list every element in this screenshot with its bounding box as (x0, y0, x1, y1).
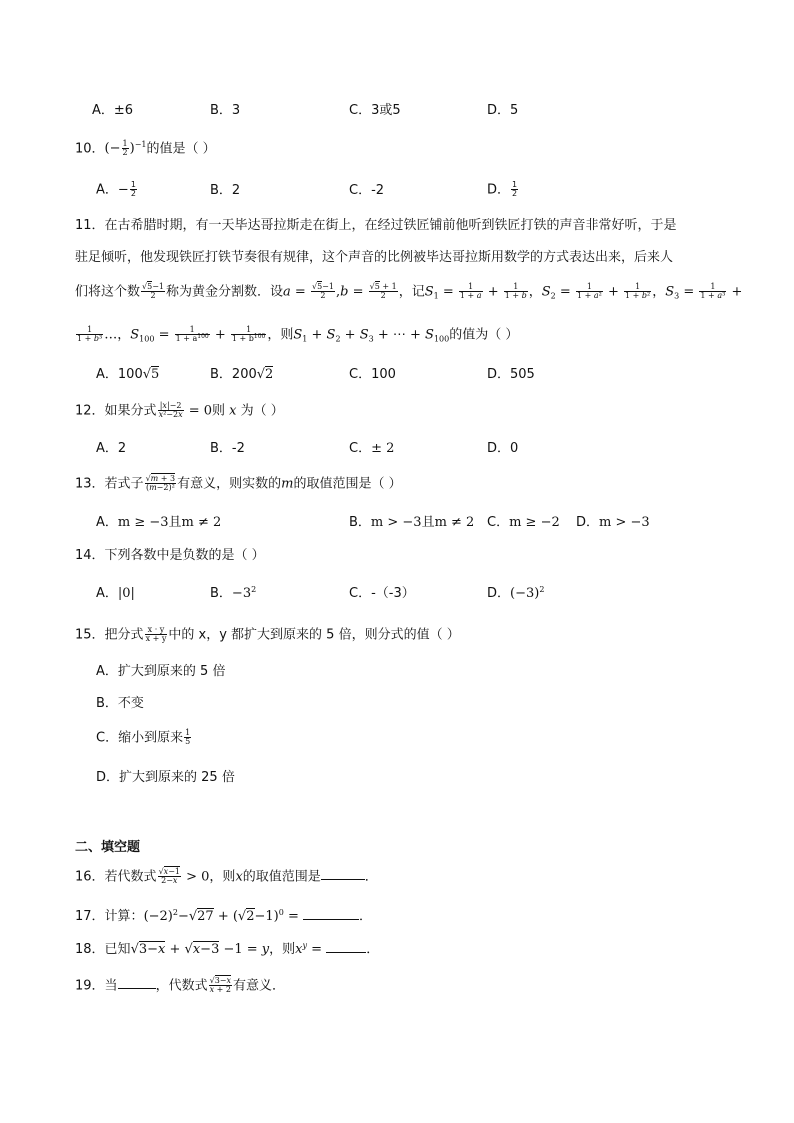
answer-blank[interactable] (303, 908, 359, 920)
option-text: -（-3） (371, 586, 415, 601)
fraction-denominator: 2 (320, 291, 326, 301)
fraction-numerator: √x−1 (158, 867, 180, 876)
fraction (504, 283, 528, 301)
math-expr: > 0 (181, 869, 210, 885)
option-text: −3 (231, 586, 252, 601)
option-label: B． (210, 103, 232, 118)
option-text: 2 (231, 183, 241, 198)
option-label: B． (210, 586, 232, 601)
option-text: 扩大到原来的 5 倍 (117, 664, 226, 679)
option-label: B． (96, 696, 118, 711)
math-expr: + (483, 284, 503, 300)
fraction (459, 283, 483, 301)
question-text: 已知 (104, 942, 131, 957)
q9-option-b[interactable] (210, 104, 240, 119)
option-text: (−3) (510, 586, 540, 601)
fraction (311, 283, 335, 301)
q14-option-b[interactable] (210, 587, 256, 602)
question-number: 15． (75, 627, 105, 643)
fraction-numerator: 1 (699, 283, 726, 292)
fraction-numerator: x · y (145, 626, 168, 635)
q12-stem (75, 402, 284, 420)
option-label: A． (92, 103, 114, 118)
option-text: 100 (117, 367, 143, 382)
math-expr: = (290, 284, 310, 300)
math-expr: + (727, 284, 743, 300)
q9-option-d[interactable] (487, 104, 518, 119)
q15-option-c[interactable] (96, 729, 192, 747)
q14-option-c[interactable] (349, 587, 415, 602)
q11-line-1 (75, 219, 677, 234)
fraction-numerator: 1 (512, 180, 518, 189)
subscript: 3 (674, 291, 680, 301)
subscript: 100 (139, 334, 155, 344)
option-label: C． (96, 730, 119, 746)
option-label: C． (349, 367, 372, 382)
option-text: -2 (231, 441, 245, 456)
option-label: D． (576, 515, 600, 530)
fraction-numerator: 1 (624, 283, 651, 292)
fraction-numerator: 1 (185, 728, 191, 737)
question-text: 的取值范围是（ ） (293, 476, 402, 492)
math-expr: x (235, 869, 243, 885)
option-label: B． (210, 367, 232, 382)
q13-option-a[interactable] (96, 516, 221, 531)
option-label: B． (210, 441, 232, 456)
exponent: 2 (251, 585, 257, 594)
q14-option-a[interactable] (96, 587, 135, 602)
fraction-denominator: x + y (145, 634, 167, 644)
exponent: −1 (134, 140, 147, 150)
fraction (184, 729, 191, 747)
fraction-denominator: 2 (380, 291, 386, 301)
option-text: 扩大到原来的 25 倍 (119, 770, 235, 785)
subscript: 100 (433, 334, 450, 344)
fraction (158, 402, 184, 420)
question-text: 当 (104, 978, 118, 994)
option-text: m ≥ −3且m ≠ 2 (117, 515, 222, 530)
fraction (511, 181, 518, 199)
math-expr: = 0 (184, 403, 213, 419)
q11-option-a[interactable] (96, 368, 159, 383)
fraction-denominator: (m−2)² (145, 483, 175, 493)
math-expr: $(-2)^2-√27 + (√2-1)^0$ = (143, 908, 304, 924)
fraction-numerator: 1 (504, 283, 528, 292)
q12-option-a[interactable] (96, 442, 126, 457)
math-expr: = (348, 284, 368, 300)
fraction (145, 626, 168, 644)
golden-ratio-fraction (141, 283, 165, 301)
option-text: |0| (117, 586, 135, 601)
fraction-denominator: 2 (122, 148, 128, 158)
fraction-denominator: 2 (150, 291, 156, 301)
q10-option-d[interactable] (487, 181, 519, 199)
q12-option-c[interactable] (349, 442, 394, 457)
math-expr: S (293, 327, 303, 343)
fraction (209, 977, 232, 995)
question-number: 16． (75, 869, 105, 885)
punctuation: ． (359, 909, 373, 924)
fraction-denominator: 2−x (161, 876, 178, 886)
question-text: 的值为（ ） (449, 327, 519, 343)
q11-option-c[interactable] (349, 368, 396, 383)
subscript: 1 (433, 291, 439, 301)
option-text: 100 (371, 367, 396, 382)
math-expr: m (281, 476, 294, 492)
q19-stem (75, 977, 285, 995)
fraction-numerator: 1 (122, 139, 128, 148)
option-label: D． (487, 103, 511, 118)
question-text: ，则 (209, 869, 236, 885)
option-text: ± 2 (371, 441, 395, 456)
radical: √2 (256, 367, 274, 382)
math-expr: S (665, 284, 675, 300)
fraction-numerator: √5−1 (311, 282, 334, 291)
fraction-denominator: x + 2 (209, 985, 231, 995)
q10-stem (75, 140, 216, 158)
q16-stem (75, 868, 378, 886)
option-label: D． (487, 367, 511, 382)
question-text: 若代数式 (104, 869, 157, 885)
option-text: -2 (371, 183, 385, 198)
question-text: 称为黄金分割数．设 (166, 284, 284, 300)
q9-option-c[interactable] (349, 104, 401, 119)
option-label: A． (96, 441, 118, 456)
option-text: 不变 (117, 696, 144, 711)
fraction-numerator: √5 + 1 (369, 282, 397, 291)
fraction (369, 283, 398, 301)
option-text: m ≥ −2 (509, 515, 560, 530)
q13-stem (75, 475, 402, 493)
question-number: 11． (75, 218, 105, 233)
option-text: 3或5 (371, 103, 401, 118)
fraction-denominator: x²−2x (158, 410, 183, 420)
option-label: A． (96, 515, 118, 530)
subscript: 3 (368, 334, 374, 344)
question-text: 有意义． (233, 978, 286, 994)
option-text: 缩小到原来 (118, 730, 184, 746)
fraction (130, 181, 137, 199)
q15-option-a[interactable] (96, 665, 225, 680)
option-label: C． (349, 183, 372, 198)
fraction-denominator: 1 + b (504, 291, 527, 301)
option-text: 5 (510, 103, 519, 118)
fraction (624, 283, 651, 301)
fraction-numerator: √m + 3 (145, 474, 176, 483)
fraction (145, 475, 177, 493)
math-expr: $x^y$ = (295, 941, 327, 957)
option-label: A． (96, 367, 118, 382)
math-expr: + (340, 327, 360, 343)
fraction-denominator: 1 + b³ (77, 334, 103, 344)
radicand: 2 (265, 367, 274, 382)
option-text: 0 (510, 441, 519, 456)
fraction (122, 140, 129, 158)
fraction-denominator: $1 + a^{100}$ (175, 333, 209, 344)
subscript: 2 (335, 334, 341, 344)
math-expr: + (603, 284, 623, 300)
question-number: 17． (75, 909, 105, 924)
math-expr: + ⋯ + (373, 327, 426, 343)
question-text: ，代数式 (155, 978, 208, 994)
option-label: C． (487, 515, 510, 530)
math-expr: S (424, 284, 434, 300)
q9-option-a[interactable] (92, 104, 133, 119)
subscript: 1 (302, 334, 308, 344)
option-label: B． (349, 515, 371, 530)
fraction (231, 326, 266, 344)
option-label: D． (487, 441, 511, 456)
fraction-denominator: 1 + b² (625, 291, 651, 301)
math-expr: , (335, 284, 341, 300)
q15-option-d[interactable] (96, 771, 235, 786)
q18-stem (75, 941, 379, 958)
q14-option-d[interactable] (487, 587, 544, 602)
q13-option-c[interactable] (487, 516, 560, 531)
q11-line-4 (75, 326, 518, 344)
math-expr: S (541, 284, 551, 300)
q11-line-2 (75, 251, 673, 266)
fraction-numerator: 1 (130, 180, 136, 189)
punctuation: ， (652, 284, 666, 300)
math-expr: S (425, 327, 434, 343)
question-text: ，则 (269, 942, 296, 957)
fraction-numerator: 1 (459, 283, 483, 292)
option-text: 200 (231, 367, 257, 382)
question-text: 如果分式 (104, 403, 157, 419)
option-text: 2 (117, 441, 127, 456)
option-label: D． (487, 182, 511, 198)
q11-option-d[interactable] (487, 368, 535, 383)
question-text: 把分式 (104, 627, 144, 643)
question-number: 13． (75, 476, 105, 492)
q11-line-3 (75, 283, 742, 301)
fraction-denominator: 2 (512, 189, 518, 199)
q15-stem (75, 626, 460, 644)
q11-option-b[interactable] (210, 368, 273, 383)
option-label: C． (349, 441, 372, 456)
math-expr: = (555, 284, 575, 300)
option-label: A． (96, 664, 118, 679)
question-text: 们将这个数 (75, 284, 141, 300)
math-expr: b (340, 284, 349, 300)
q14-stem (75, 549, 265, 564)
math-expr: √3−x + √x−3 −1 = y (130, 942, 270, 957)
math-expr (105, 141, 147, 156)
exponent: 2 (539, 585, 545, 594)
question-number: 14． (75, 548, 105, 563)
q17-stem (75, 908, 372, 925)
math-expr: = (154, 327, 174, 343)
math-paren: (− (104, 141, 121, 157)
question-text: 的值是（ ） (146, 141, 216, 157)
question-text: 若式子 (104, 476, 144, 492)
fraction-numerator: |x|−2 (158, 402, 184, 411)
math-expr: + (210, 327, 230, 343)
radicand: 5 (151, 367, 160, 382)
fraction-numerator: 1 (576, 283, 603, 292)
option-label: C． (349, 103, 372, 118)
option-text: m > −3且m ≠ 2 (370, 515, 475, 530)
math-expr: S (130, 327, 140, 343)
q13-option-d[interactable] (576, 516, 650, 531)
radical: √5 (142, 367, 160, 382)
answer-blank[interactable] (321, 868, 365, 880)
math-expr: = (679, 284, 699, 300)
q10-option-a[interactable] (96, 181, 138, 199)
question-text: 为（ ） (240, 403, 284, 419)
question-text: 的取值范围是 (242, 869, 321, 885)
fraction (699, 283, 726, 301)
option-label: B． (210, 183, 232, 198)
q10-option-b[interactable] (210, 184, 240, 199)
fraction-numerator: 1 (231, 326, 266, 335)
option-text: 505 (510, 367, 535, 382)
q12-option-d[interactable] (487, 442, 518, 457)
answer-blank[interactable] (326, 941, 366, 953)
option-label: D． (96, 770, 120, 785)
q10-option-c[interactable] (349, 184, 384, 199)
question-number: 19． (75, 978, 105, 994)
section-title: 二、填空题 (75, 840, 141, 855)
fraction-denominator: 2 (130, 189, 136, 199)
subscript: 2 (550, 291, 556, 301)
punctuation: ． (366, 942, 380, 957)
fraction-numerator: √3−x (209, 976, 231, 985)
option-label: C． (349, 586, 372, 601)
option-text: − (117, 182, 129, 198)
fraction-denominator: 1 + a (459, 291, 482, 301)
question-text: ，记 (398, 284, 425, 300)
math-expr: a (283, 284, 291, 300)
question-number: 12． (75, 403, 105, 419)
fraction (175, 326, 210, 344)
question-text: 有意义，则实数的 (177, 476, 282, 492)
option-label: A． (96, 586, 118, 601)
fraction (158, 868, 181, 886)
math-expr: = (438, 284, 458, 300)
question-text: 则 (212, 403, 226, 419)
answer-blank[interactable] (118, 977, 156, 989)
math-expr: S (359, 327, 369, 343)
question-text: 在古希腊时期，有一天毕达哥拉斯走在街上，在经过铁匠铺前他听到铁匠打铁的声音非常好听，于是 (104, 218, 677, 233)
fraction-denominator: 5 (185, 737, 191, 747)
math-expr: …， (104, 327, 131, 343)
q12-option-b[interactable] (210, 442, 245, 457)
fraction (76, 326, 103, 344)
option-label: A． (96, 182, 118, 198)
option-text: m > −3 (599, 515, 650, 530)
math-expr: S (326, 327, 336, 343)
math-paren: ) (129, 141, 135, 157)
question-number: 10． (75, 141, 105, 157)
fraction (576, 283, 603, 301)
question-number: 18． (75, 942, 105, 957)
question-text: 驻足倾听，他发现铁匠打铁节奏很有规律，这个声音的比例被毕达哥拉斯用数学的方式表达出来，后来人 (75, 250, 674, 265)
q15-option-b[interactable] (96, 697, 144, 712)
fraction-denominator: 1 + a² (576, 291, 602, 301)
fraction-numerator: 1 (175, 326, 210, 335)
punctuation: ， (528, 284, 542, 300)
fraction-denominator: 1 + a³ (700, 291, 726, 301)
q13-option-b[interactable] (349, 516, 474, 531)
fraction-numerator: √5−1 (142, 282, 165, 291)
math-expr: x (225, 403, 241, 419)
option-label: D． (487, 586, 511, 601)
option-text: 3 (231, 103, 241, 118)
fraction-denominator: $1 + b^{100}$ (231, 333, 266, 344)
punctuation: ． (364, 869, 378, 885)
option-text: ±6 (113, 103, 134, 118)
question-text: 计算： (104, 909, 144, 924)
math-expr: + (307, 327, 327, 343)
question-text: 中的 x，y 都扩大到原来的 5 倍，则分式的值（ ） (168, 627, 460, 643)
question-text: 下列各数中是负数的是（ ） (104, 548, 265, 563)
question-text: ，则 (267, 327, 294, 343)
fraction-numerator: 1 (76, 326, 103, 335)
